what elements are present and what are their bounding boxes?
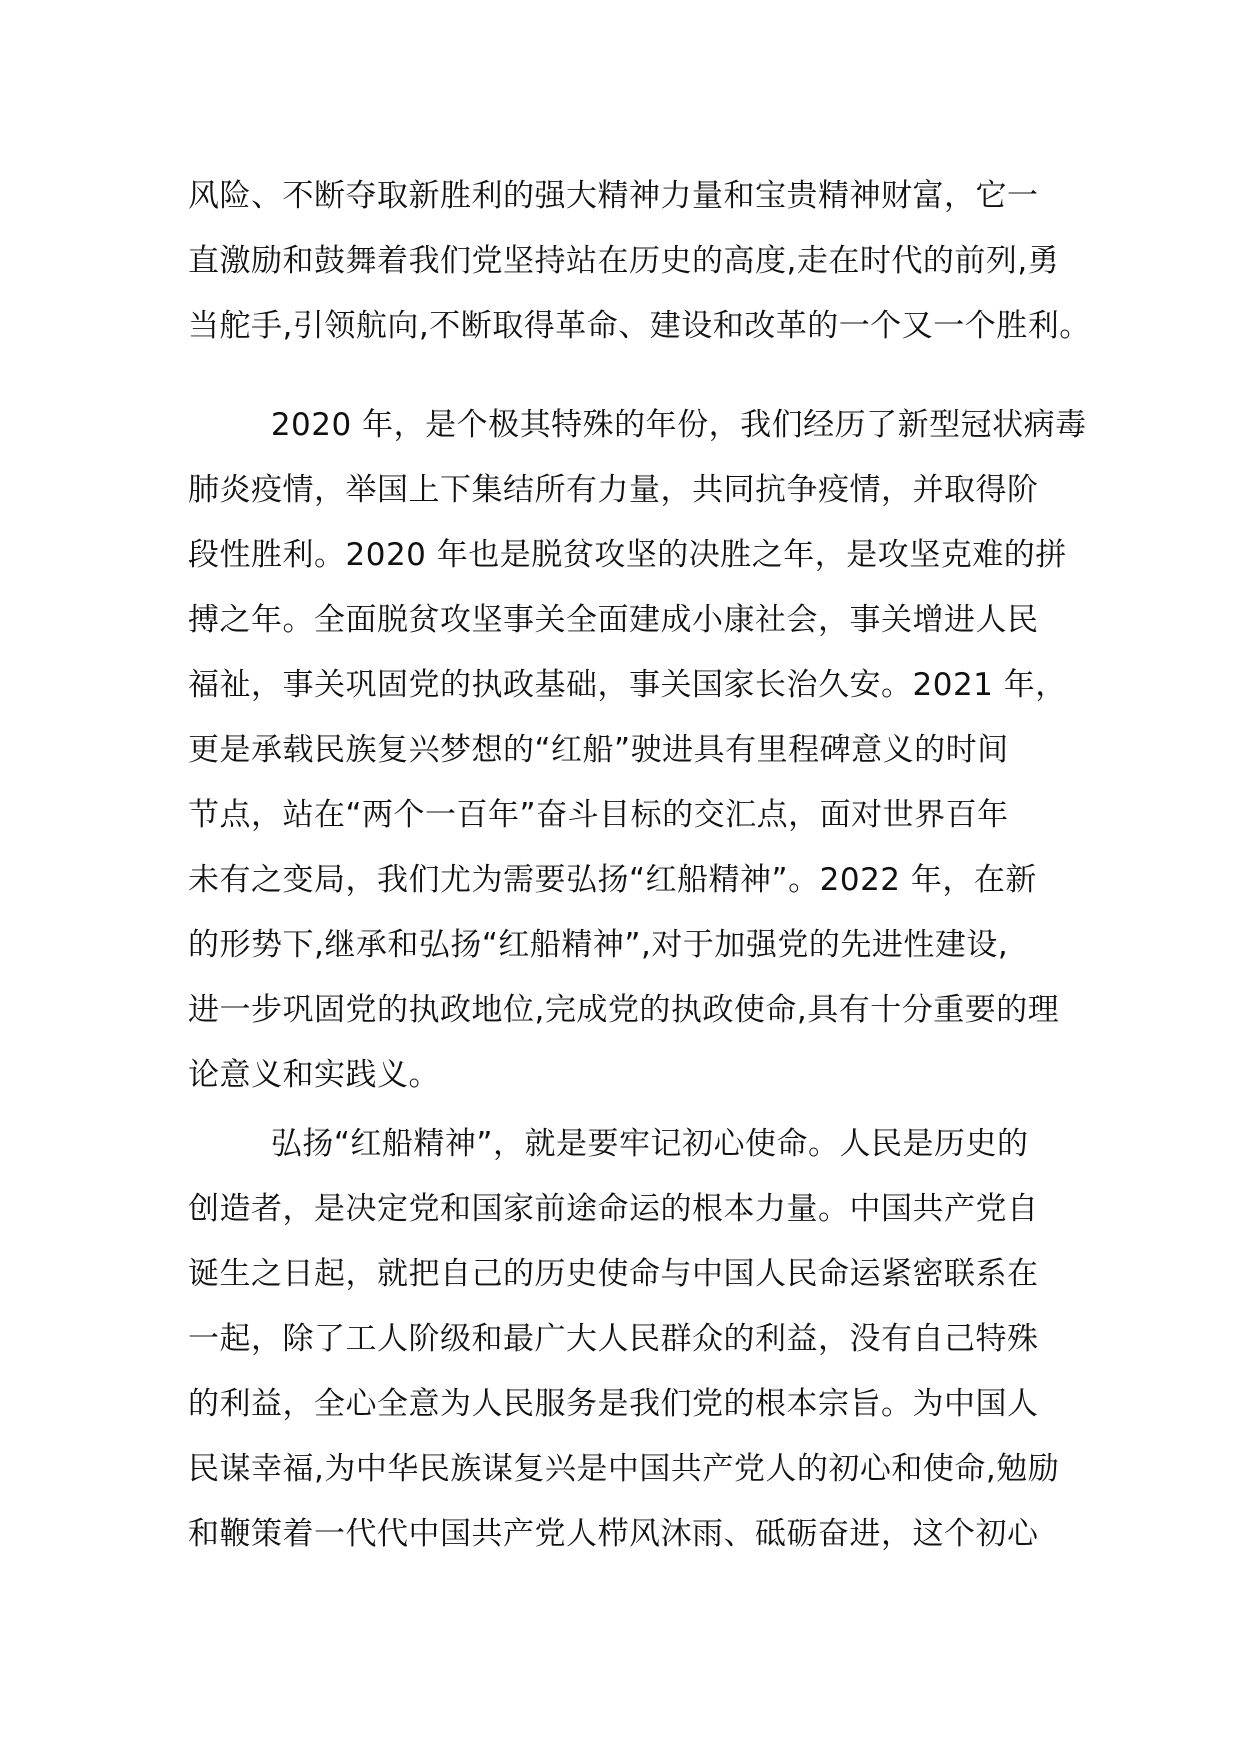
paragraph-1: [188, 164, 1091, 359]
text-line: 福祉，事关巩固党的执政基础，事关国家长治久安。2021 年，: [188, 667, 1067, 703]
text-line: 的利益，全心全意为人民服务是我们党的根本宗旨。为中国人: [188, 1386, 1039, 1422]
text-line: 进一步巩固党的执政地位,完成党的执政使命,具有十分重要的理: [188, 992, 1060, 1028]
text-line: 节点，站在“两个一百年”奋斗目标的交汇点，面对世界百年: [188, 797, 1009, 833]
text-line: 肺炎疫情，举国上下集结所有力量，共同抗争疫情，并取得阶: [188, 472, 1039, 508]
text-line: 当舵手,引领航向,不断取得革命、建设和改革的一个又一个胜利。: [188, 308, 1091, 344]
text-line: 更是承载民族复兴梦想的“红船”驶进具有里程碑意义的时间: [188, 732, 1009, 768]
text-line: 和鞭策着一代代中国共产党人栉风沐雨、砥砺奋进，这个初心: [188, 1516, 1039, 1552]
text-line: 段性胜利。2020 年也是脱贫攻坚的决胜之年，是攻坚克难的拼: [188, 537, 1067, 573]
text-line: 弘扬“红船精神”，就是要牢记初心使命。人民是历史的: [188, 1126, 1029, 1162]
text-line: 创造者，是决定党和国家前途命运的根本力量。中国共产党自: [188, 1191, 1039, 1227]
text-line: 未有之变局，我们尤为需要弘扬“红船精神”。2022 年，在新: [188, 862, 1037, 898]
paragraph-3: [188, 1112, 1063, 1567]
text-line: 搏之年。全面脱贫攻坚事关全面建成小康社会，事关增进人民: [188, 602, 1039, 638]
text-line: 一起，除了工人阶级和最广大人民群众的利益，没有自己特殊: [188, 1321, 1039, 1357]
text-line: 民谋幸福,为中华民族谋复兴是中国共产党人的初心和使命,勉励: [188, 1451, 1060, 1487]
text-line: 诞生之日起，就把自己的历史使命与中国人民命运紧密联系在: [188, 1256, 1039, 1292]
paragraph-2: [188, 393, 1087, 1108]
text-line: 的形势下,继承和弘扬“红船精神”,对于加强党的先进性建设,: [188, 927, 1009, 963]
text-line: 2020 年，是个极其特殊的年份，我们经历了新型冠状病毒: [188, 407, 1087, 443]
text-line: 风险、不断夺取新胜利的强大精神力量和宝贵精神财富，它一: [188, 178, 1039, 214]
text-line: 论意义和实践义。: [188, 1057, 440, 1093]
text-line: 直激励和鼓舞着我们党坚持站在历史的高度,走在时代的前列,勇: [188, 243, 1060, 279]
